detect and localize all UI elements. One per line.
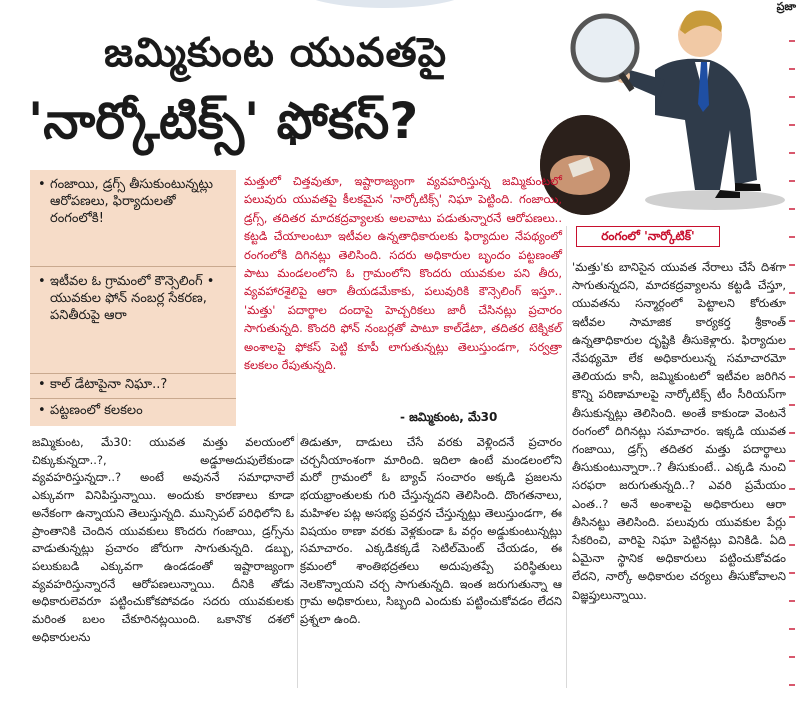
highlights-box <box>30 170 236 426</box>
highlight-item: • గంజాయి, డ్రగ్స్ తీసుకుంటున్నట్లు ఆరోపణలు, ఫిర్యాదులతో రంగంలోకి! <box>36 176 232 227</box>
highlight-item: • పట్టణంలో కలకలం <box>36 402 232 419</box>
highlight-divider <box>30 398 236 399</box>
body-column-2: తిడుతూ, దాడులు చేసే వరకు వెళ్లిందనే ప్రచారం చర్చనీయాంశంగా మారింది. ఇదిలా ఉంటే మండలంలోని మరో గ్రామంలో ఓ బ్యాచ్ సంచారం అక్కడి ప్రజలను భయభ్రాంతులకు గురి చేస్తున్నదని తెలిసింది. దొంగతనాలు, మహిళల పట్ల అసభ్య ప్రవర్తన చేస్తున్నట్లు తెలుస్తుండగా, ఈ విషయం ఠాణా వరకు వెళ్లకుండా ఓ వర్గం అడ్డుకుంటున్నట్లు సమాచారం. ఎక్కడికక్కడే సెటిల్‌మెంట్ చేయడం, ఈ క్రమంలో శాంతిభద్రతలు అదుపుతప్పే పరిస్థితులు నెలకొన్నాయని చర్చ సాగుతున్నది. ఇంత జరుగుతున్నా ఆ గ్రామ అధికారులు, సిబ్బంది ఎందుకు పట్టించుకోవడం లేదని ప్రశ్నలా ఉంది. <box>300 435 562 627</box>
dateline: - జమ్మికుంట, మే30 <box>400 410 498 424</box>
illus-shadow <box>645 190 785 210</box>
body-column-1: జమ్మికుంట, మే30: యువత మత్తు వలయంలో చిక్కుకున్నదా..?, అడ్డూఅదుపులేకుండా వ్యవహరిస్తున్నదా..? అంటే అవుననే సమాధానాలే ఎక్కువగా వినిపిస్తున్నాయి. అందుకు కారణాలు కూడా అనేకంగా ఉన్నాయని తెలుస్తున్నది. మున్సిపల్ పరిధిలోని ఓ ప్రాంతానికి చెందిన యువకులు కొందరు గంజాయి, డ్రగ్స్‌ను వాడుతున్నట్లు ప్రచారం జోరుగా సాగుతున్నది. డబ్బు, పలుకుబడి ఎక్కువగా ఉండడంతో ఇష్టారాజ్యంగా వ్యవహరిస్తున్నారనే ఆరోపణలున్నాయి. దీనికి తోడు అధికారులెవరూ పట్టించుకోకపోవడం సదరు యువకులకు మరింత బలం చేకూరినట్లయింది. ఒకానొక దశలో అధికారులను <box>32 435 294 644</box>
column-divider <box>566 226 567 688</box>
decorative-curve <box>300 0 470 8</box>
shoe-right <box>735 183 761 191</box>
magnifier-lens <box>573 16 637 80</box>
highlight-item: • కాల్ డేటాపైనా నిఘా..? <box>36 376 232 393</box>
headline-line-2: 'నార్కోటిక్స్' ఫోకస్? <box>28 92 419 150</box>
page-number: ప్రజా <box>776 0 796 13</box>
highlight-divider <box>30 266 236 267</box>
highlight-item: • ఇటీవల ఓ గ్రామంలో కౌన్సెలింగ్ • యువకుల ఫోన్ నంబర్ల సేకరణ, పనితీరుపై ఆరా <box>36 273 232 324</box>
intro-paragraph: మత్తులో చిత్తవుతూ, ఇష్టారాజ్యంగా వ్యవహరిస్తున్న జమ్మికుంటలో పలువురు యువతపై కీలకమైన 'నార్కోటిక్స్' నిఘా పెట్టింది. గంజాయి, డ్రగ్స్, తదితర మాదకద్రవ్యాలకు అలవాటు పడుతున్నారనే ఆరోపణలు.. కట్టడి చేయాలంటూ ఇటీవల ఉన్నతాధికారులకు ఫిర్యాదుల నేపథ్యంలో రంగంలోకి దిగినట్లు తెలిసింది. సదరు అధికారుల బృందం పట్టణంతో పాటు మండలంలోని ఓ గ్రామంలోని కొందరు యువకుల పని తీరు, వ్యవహారశైలిపై ఆరా తీయడమేకాకు, పలువురికి కౌన్సెలింగ్ ఇస్తూ.. 'మత్తు' పదార్థాల దందాపై హెచ్చరికలు జారీ చేసినట్లు ప్రచారం సాగుతున్నది. కొందరి ఫోన్ నంబర్లతో పాటూ కాల్‌డేటా, తదితర టెక్నికల్ అంశాలపై ఫోకస్ పెట్టి కూపీ లాగుతున్నట్లు తెలుస్తుండగా, సర్వత్రా కలకలం రేపుతున్నది. <box>244 174 562 373</box>
sidebar-body: 'మత్తు'కు బానిసైన యువత నేరాలు చేసే దిశగా సాగుతున్నదని, మాదకద్రవ్యాలను కట్టడి చేస్తూ, యువతను సన్మార్గంలో పెట్టాలని కోరుతూ ఇటీవల సామాజిక కార్యకర్త శ్రీకాంత్ ఉన్నతాధికారుల దృష్టికి తీసుకెళ్లారు. ఫిర్యాదుల నేపథ్యమో లేక అధికారులున్న సమాచారమో తెలియదు కానీ, జమ్మికుంటలో ఇటీవల జరిగిన కొన్ని పరిణామాలపై నార్కోటిక్స్ టీం సీరియస్‌గా తీసుకున్నట్లు తెలిసింది. అంతే కాకుండా వెంటనే రంగంలో దిగినట్లు సమాచారం. ఇక్కడి యువత గంజాయి, డ్రగ్స్ తదితర మత్తు పదార్థాలు తీసుకుంటున్నారా..? తీసుకుంటే.. ఎక్కడి నుంచి సరఫరా జరుగుతున్నది..? ఎవరి ప్రమేయం ఎంత..? అనే అంశాలపై అధికారులు ఆరా తీసినట్టు తెలిసింది. పలువురు యువకుల పేర్లు సేకరించి, వారిపై నిఘా పెట్టినట్లు వినికిడి. ఏది ఏమైనా స్థానిక అధికారులు పట్టించుకోవడం లేదని, నార్కో అధికారుల చర్యలు తీసుకోవాలని విజ్ఞప్తులున్నాయి. <box>572 260 786 602</box>
sidebar-heading: రంగంలో 'నార్కోటిక్' <box>576 226 720 247</box>
margin-marks <box>789 40 795 700</box>
column-divider <box>297 433 298 688</box>
headline-line-1: జమ్మికుంట యువతపై <box>104 30 448 76</box>
highlight-divider <box>30 373 236 374</box>
